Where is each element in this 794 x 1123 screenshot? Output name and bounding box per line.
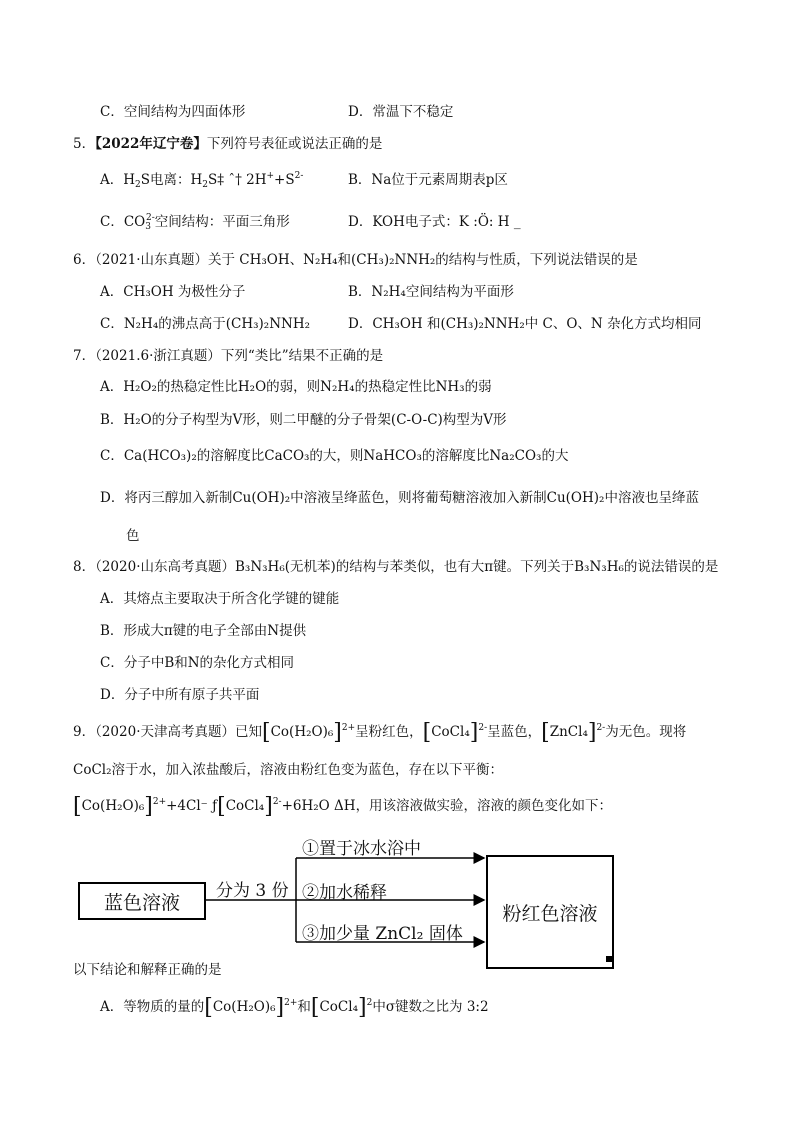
q9-stem-line2: CoCl₂溶于水，加入浓盐酸后，溶液由粉红色变为蓝色，存在以下平衡： <box>73 762 504 778</box>
split-label: 分为 3 份 <box>216 881 289 901</box>
q6-option-c: C．N₂H₄的沸点高于(CH₃)₂NNH₂ <box>100 316 311 332</box>
q8-stem: 8．（2020·山东高考真题）B₃N₃H₆(无机苯)的结构与苯类似，也有大π键。下列关于B₃N₃H₆的说法错误的是 <box>73 559 719 575</box>
q6-option-a: A．CH₃OH 为极性分子 <box>100 284 246 300</box>
q4-option-d: D．常温下不稳定 <box>348 104 454 120</box>
q9-option-a: A．等物质的量的$[Co(H_2O)_6]^{2+}$和[CoCl₄]$^2$中σ键数之比为 3:2 <box>100 995 489 1020</box>
q6-option-b: B．N₂H₄空间结构为平面形 <box>348 284 514 300</box>
corner-mark <box>606 956 612 962</box>
q9-equilibrium: $[Co(H_2O)_6]^{2+}+4Cl^-$ ƒ[CoCl₄]$^{2-}$+6H₂O ΔH，用该溶液做实验，溶液的颜色变化如下： <box>73 794 613 819</box>
q7-option-d-line1: D．将丙三醇加入新制Cu(OH)₂中溶液呈绛蓝色，则将葡萄糖溶液加入新制Cu(OH)₂中溶液也呈绛蓝 <box>100 490 699 506</box>
q9-stem-line1: 9．（2020·天津高考真题）已知$[Co(H_2O)_6]^{2+}$呈粉红色，[CoCl₄]$^{2-}$呈蓝色，[ZnCl₄]$^{2-}$为无色。现将 <box>73 720 687 745</box>
q4-option-c: C．空间结构为四面体形 <box>100 104 246 120</box>
q8-option-d: D．分子中所有原子共平面 <box>100 687 260 703</box>
q7-option-d-line2: 色 <box>126 528 140 544</box>
diagram-arrows <box>72 830 632 970</box>
q7-stem: 7．（2021.6·浙江真题）下列“类比”结果不正确的是 <box>73 348 384 364</box>
q6-stem: 6．（2021·山东真题）关于 CH₃OH、N₂H₄和(CH₃)₂NNH₂的结构与性质，下列说法错误的是 <box>73 252 638 268</box>
q7-option-c: C．Ca(HCO₃)₂的溶解度比CaCO₃的大，则NaHCO₃的溶解度比Na₂CO₃的大 <box>100 448 569 464</box>
q8-option-c: C．分子中B和N的杂化方式相同 <box>100 655 295 671</box>
q5-stem: 5．【2022年辽宁卷】下列符号表征或说法正确的是 <box>73 136 383 152</box>
q5-option-c: C．$CO_3^{2-}$空间结构：平面三角形 <box>100 213 290 232</box>
path3-label: ③加少量 ZnCl₂ 固体 <box>302 924 463 944</box>
q5-source: 【2022年辽宁卷】 <box>95 136 207 152</box>
pink-solution-box: 粉红色溶液 <box>486 855 614 969</box>
q7-option-b: B．H₂O的分子构型为V形，则二甲醚的分子骨架(C-O-C)构型为V形 <box>100 412 507 428</box>
path1-label: ①置于冰水浴中 <box>302 839 421 859</box>
flow-diagram <box>72 830 632 950</box>
q8-option-b: B．形成大π键的电子全部由N提供 <box>100 623 307 639</box>
q9-conclusion-prompt: 以下结论和解释正确的是 <box>73 962 222 978</box>
q5-option-a: A．$H_2S$电离：$H_2S\ddagger$ ˆ† $2H^++S^{2-}$ <box>100 171 304 190</box>
q8-option-a: A．其熔点主要取决于所含化学键的键能 <box>100 591 340 607</box>
q5-option-d: D．KOH电子式：K :Ö: H _ <box>348 214 521 230</box>
q7-option-a: A．H₂O₂的热稳定性比H₂O的弱，则N₂H₄的热稳定性比NH₃的弱 <box>100 379 492 395</box>
q6-option-d: D．CH₃OH 和(CH₃)₂NNH₂中 C、O、N 杂化方式均相同 <box>348 316 702 332</box>
blue-solution-box: 蓝色溶液 <box>78 882 206 920</box>
q5-option-b: B．Na位于元素周期表p区 <box>348 172 508 188</box>
path2-label: ②加水稀释 <box>302 883 387 903</box>
